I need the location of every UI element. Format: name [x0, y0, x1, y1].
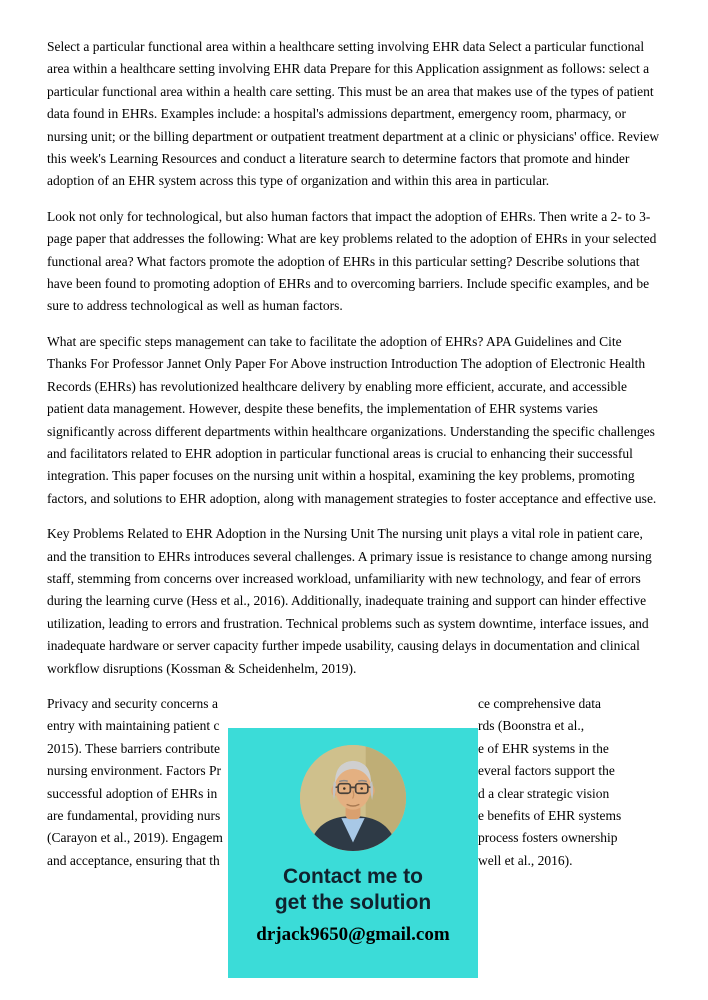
line-right-fragment: rds (Boonstra et al.,	[478, 718, 585, 734]
line-left-fragment: successful adoption of EHRs in	[47, 785, 218, 801]
line-right-fragment: d a clear strategic vision	[478, 785, 610, 801]
line-left-fragment: (Carayon et al., 2019). Engagem	[47, 830, 223, 846]
line-left-fragment: 2015). These barriers contribute	[47, 740, 220, 756]
consultant-photo	[300, 745, 406, 851]
line-right-fragment: process fosters ownership	[478, 830, 618, 846]
contact-cta-text	[228, 864, 478, 916]
contact-email: drjack9650@gmail.com	[256, 924, 450, 945]
line-left-fragment: entry with maintaining patient c	[47, 718, 220, 734]
paragraph-4: Key Problems Related to EHR Adoption in the Nursing Unit The nursing unit plays a vital role in patient care, and the transition to EHRs introduces several challenges. A primary issue is resistance to change among nursing staff, stemming from concerns over increased workload, unfamiliarity with new technology, and fear of errors during the learning curve (Hess et al., 2016). Additionally, inadequate training and support can hinder effective utilization, leading to errors and frustration. Technical problems such as system downtime, interface issues, and inadequate hardware or server capacity further impede usability, causing delays in documentation and clinical workflow disruptions (Kossman & Scheidenhelm, 2019).	[47, 526, 652, 676]
contact-overlay-card	[228, 728, 478, 978]
cta-line-2: get the solution	[274, 891, 432, 914]
paragraph-2: Look not only for technological, but also human factors that impact the adoption of EHRs. Then write a 2- to 3-page paper that addresses the following: What are key problems related to the adoption of EHRs in your selected functional area? What factors promote the adoption of EHRs in this particular setting? Describe solutions that have been found to promoting adoption of EHRs and to overcoming barriers. Include specific examples, and be sure to address technological as well as human factors.	[47, 208, 657, 314]
line-right-fragment: well et al., 2016).	[478, 852, 573, 868]
line-right-fragment: everal factors support the	[478, 763, 615, 779]
line-left-fragment: are fundamental, providing nurs	[47, 807, 221, 823]
obscured-line	[47, 693, 663, 715]
consultant-portrait-icon	[300, 745, 406, 851]
line-left-fragment: Privacy and security concerns a	[47, 695, 218, 711]
cta-line-1: Contact me to	[282, 865, 423, 888]
line-left-fragment: and acceptance, ensuring that th	[47, 852, 220, 868]
paragraph-3: What are specific steps management can take to facilitate the adoption of EHRs? APA Guidelines and Cite Thanks For Professor Jannet Only Paper For Above instruction Introduction The adoption of Electronic Health Records (EHRs) has revolutionized healthcare delivery by enabling more efficient, accurate, and accessible patient data management. However, despite these benefits, the implementation of EHR systems varies significantly across different departments within healthcare organizations. Understanding the specific challenges and facilitators related to EHR adoption in particular functional areas is crucial to enhancing their successful integration. This paper focuses on the nursing unit within a hospital, examining the key problems, promoting factors, and solutions to EHR adoption, along with management strategies to foster acceptance and effective use.	[47, 333, 657, 506]
line-left-fragment: nursing environment. Factors Pr	[47, 763, 221, 779]
line-right-fragment: ce comprehensive data	[478, 695, 601, 711]
line-right-fragment: e benefits of EHR systems	[478, 807, 622, 823]
line-right-fragment: e of EHR systems in the	[478, 740, 609, 756]
paragraph-1: Select a particular functional area within a healthcare setting involving EHR data Select a particular functional area within a healthcare setting involving EHR data Prepare for this Application assignment as follows: select a particular functional area within a health care setting. This must be an area that makes use of the types of patient data found in EHRs. Examples include: a hospital's admissions department, emergency room, pharmacy, or nursing unit; or the billing department or outpatient treatment department at a clinic or physicians' office. Review this week's Learning Resources and conduct a literature search to determine factors that promote and hinder adoption of an EHR system across this type of organization and within this area in particular.	[47, 39, 660, 189]
